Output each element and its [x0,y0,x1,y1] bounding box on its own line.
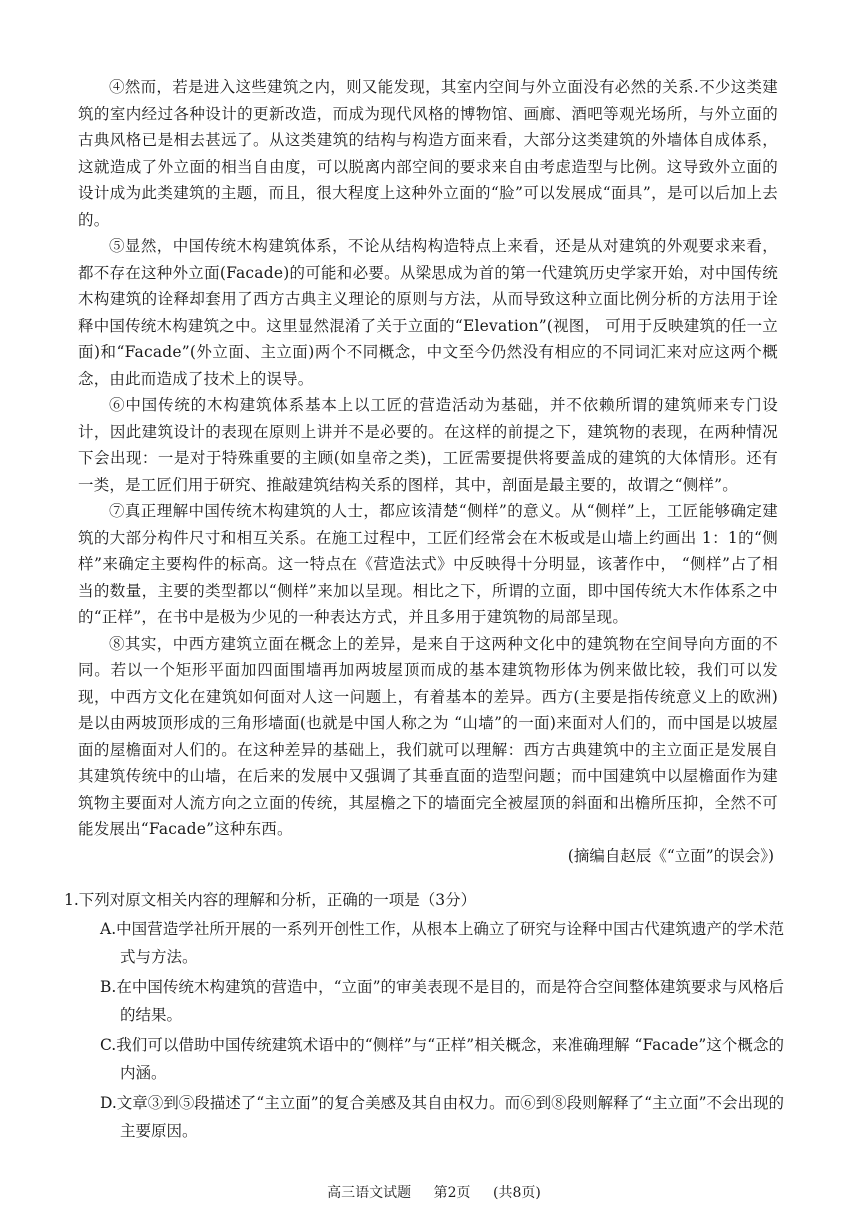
question-1 [64,887,784,1145]
paragraph-4: ④然而，若是进入这些建筑之内，则又能发现，其室内空间与外立面没有必然的关系.不少这类建筑的室内经过各种设计的更新改造，而成为现代风格的博物馆、画廊、酒吧等观光场所，与外立面的古典风格已是相去甚远了。从这类建筑的结构与构造方面来看，大部分这类建筑的外墙体自成体系，这就造成了外立面的相当自由度，可以脱离内部空间的要求来自由考虑造型与比例。这导致外立面的设计成为此类建筑的主题，而且，很大程度上这种外立面的“脸”可以发展成“面具”，是可以后加上去的。 [78,78,778,229]
option-d: D.文章③到⑤段描述了“主立面”的复合美感及其自由权力。而⑥到⑧段则解释了“主立面”不会出现的主要原因。 [100,1094,785,1140]
source-citation: (摘编自赵辰《“立面”的误会》) [567,846,774,865]
paragraph-8: ⑧其实，中西方建筑立面在概念上的差异，是来自于这两种文化中的建筑物在空间导向方面的不同。若以一个矩形平面加四面围墙再加两坡屋顶而成的基本建筑物形体为例来做比较，我们可以发现，中西方文化在建筑如何面对人这一问题上，有着基本的差异。西方(主要是指传统意义上的欧洲)是以由两坡顶形成的三角形墙面(也就是中国人称之为 “山墙”的一面)来面对人们的，而中国是以坡屋面的屋檐面对人们的。在这种差异的基础上，我们就可以理解：西方古典建筑中的主立面正是发展自其建筑传统中的山墙，在后来的发展中又强调了其垂直面的造型问题；而中国建筑中以屋檐面作为建筑物主要面对人流方向之立面的传统，其屋檐之下的墙面完全被屋顶的斜面和出檐所压抑，全然不可能发展出“Facade”这种东西。 [78,634,778,838]
paragraph-7: ⑦真正理解中国传统木构建筑的人士，都应该清楚“侧样”的意义。从“侧样”上，工匠能够确定建筑的大部分构件尺寸和相互关系。在施工过程中，工匠们经常会在木板或是山墙上约画出 1：1的“侧样”来确定主要构件的标高。这一特点在《营造法式》中反映得十分明显，该著作中， “侧样”占了相当的数量，主要的类型都以“侧样”来加以呈现。相比之下，所谓的立面，即中国传统大木作体系之中的“正样”，在书中是极为少见的一种表达方式，并且多用于建筑物的局部呈现。 [78,502,778,626]
paragraph-5: ⑤显然，中国传统木构建筑体系，不论从结构构造特点上来看，还是从对建筑的外观要求来看，都不存在这种外立面(Facade)的可能和必要。从梁思成为首的第一代建筑历史学家开始，对中国传统木构建筑的诠释却套用了西方古典主义理论的原则与方法，从而导致这种立面比例分析的方法用于诠释中国传统木构建筑之中。这里显然混淆了关于立面的“Elevation”(视图， 可用于反映建筑的任一立面)和“Facade”(外立面、主立面)两个不同概念，中文至今仍然没有相应的不同词汇来对应这两个概念，由此而造成了技术上的误导。 [78,237,778,388]
page-footer [0,1182,868,1202]
footer-title: 高三语文试题 [327,1185,412,1201]
option-a: A.中国营造学社所开展的一系列开创性工作，从根本上确立了研究与诠释中国古代建筑遗产的学术范式与方法。 [100,920,784,966]
option-c: C.我们可以借助中国传统建筑术语中的“侧样”与“正样”相关概念，来准确理解 “Facade”这个概念的内涵。 [100,1036,784,1082]
question-stem: 1.下列对原文相关内容的理解和分析，正确的一项是（3分） [64,891,477,909]
option-b: B.在中国传统木构建筑的营造中，“立面”的审美表现不是目的，而是符合空间整体建筑要求与风格后的结果。 [100,978,784,1024]
footer-page-number: 第2页 [433,1185,471,1201]
footer-total-pages: (共8页) [492,1185,541,1201]
paragraph-6: ⑥中国传统的木构建筑体系基本上以工匠的营造活动为基础，并不依赖所谓的建筑师来专门设计，因此建筑设计的表现在原则上讲并不是必要的。在这样的前提之下，建筑物的表现，在两种情况下会出现：一是对于特殊重要的主顾(如皇帝之类)，工匠需要提供将要盖成的建筑的大体情形。还有一类，是工匠们用于研究、推敲建筑结构关系的图样，其中，剖面是最主要的，故谓之“侧样”。 [78,396,778,494]
passage-body [78,74,778,869]
